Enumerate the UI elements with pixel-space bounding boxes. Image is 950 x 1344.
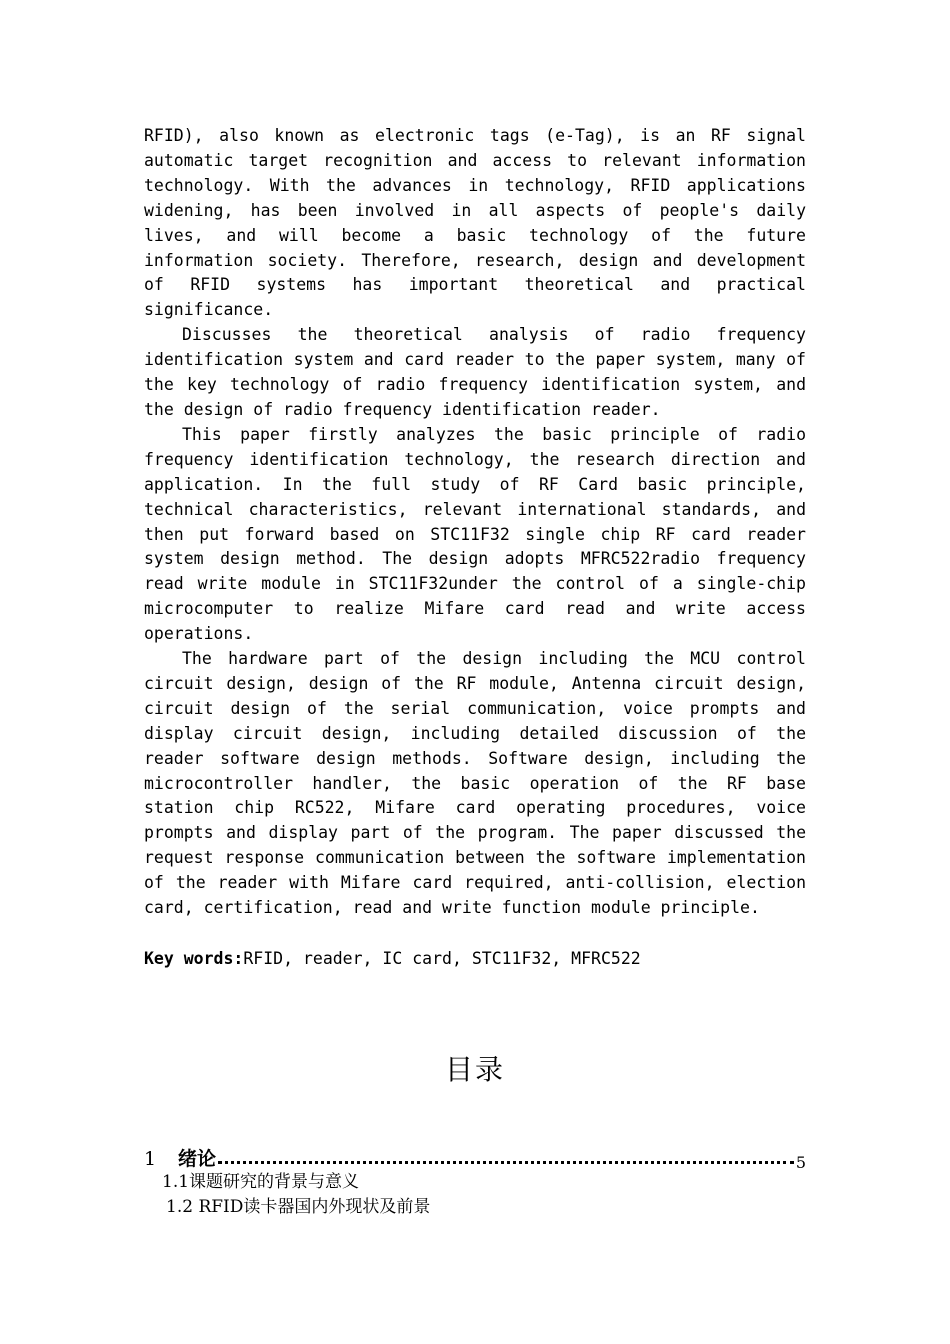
keywords-line [144,946,806,971]
toc-entry-section-1-1[interactable]: 1.1课题研究的背景与意义 [162,1172,360,1192]
toc-entry-chapter-1[interactable] [144,1145,806,1173]
abstract-paragraph: RFID), also known as electronic tags (e-Tag), is an RF signal automatic target recognition and access to relevant information technology. With the advances in technology, RFID applications widening, has been involved in all aspects of people's daily lives, and will become a basic technology of the future information society. Therefore, research, design and development of RFID systems has important theoretical and practical significance. [144,126,806,320]
keywords-label: Key words: [144,949,244,968]
abstract-paragraph: Discusses the theoretical analysis of radio frequency identification system and card reader to the paper system, many of the key technology of radio frequency identification system, and the design of radio frequency identification reader. [144,325,806,419]
abstract-paragraph: This paper firstly analyzes the basic principle of radio frequency identification technology, the research direction and application. In the full study of RF Card basic principle, technical characteristics, relevant international standards, and then put forward based on STC11F32 single chip RF card reader system design method. The design adopts MFRC522radio frequency read write module in STC11F32under the control of a single-chip microcomputer to realize Mifare card read and write access operations. [144,424,806,644]
abstract-body [144,124,806,921]
keywords-value: RFID, reader, IC card, STC11F32, MFRC522 [243,949,641,968]
toc-page-number: 5 [795,1153,806,1172]
toc-title: 目录 [444,1053,505,1086]
toc-chapter-title: 绪论 [178,1148,217,1170]
toc-entry-section-1-2[interactable]: 1.2 RFID读卡器国内外现状及前景 [166,1197,431,1217]
toc-dot-leader [218,1161,794,1164]
abstract-paragraph: The hardware part of the design including the MCU control circuit design, design of the RF module, Antenna circuit design, circuit design of the serial communication, voice prompts and display circuit design, including detailed discussion of the reader software design methods. Software design, including the microcontroller handler, the basic operation of the RF base station chip RC522, Mifare card operating procedures, voice prompts and display part of the program. The paper discussed the request response communication between the software implementation of the reader with Mifare card required, anti-collision, election card, certification, read and write function module principle. [144,649,806,918]
toc-chapter-number: 1 [144,1148,157,1170]
